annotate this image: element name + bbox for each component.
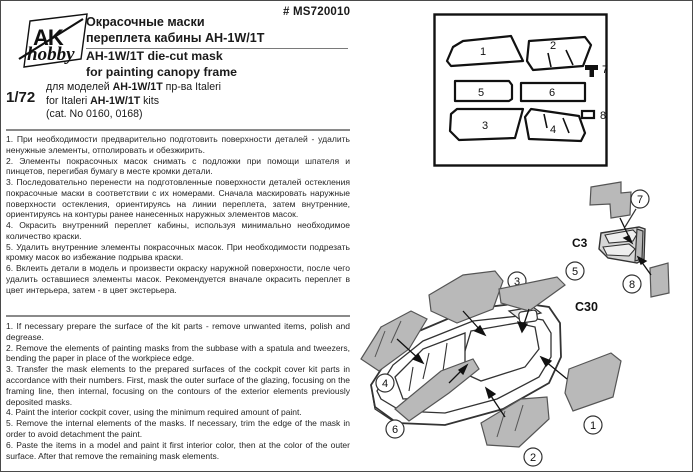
kit-compatibility xyxy=(46,81,346,122)
catalog-number: # MS720010 xyxy=(283,6,351,18)
instruction-ru-6: 6. Вклеить детали в модель и произвести окраску наружной поверхности, после чего удалить оставшиеся элементы масок. Рекомендуется вначале окрасить переплет в цвет интерьера, затем - в цвет экстерьера. xyxy=(6,263,350,295)
header xyxy=(1,1,373,133)
mask-8-loose xyxy=(650,263,669,297)
mask-1-loose xyxy=(565,353,621,411)
title-russian xyxy=(86,15,351,46)
instruction-ru-2: 2. Элементы покрасочных масок снимать с подложки при помощи шпателя и пинцетов, перегибая бумагу в месте кромки детали. xyxy=(6,155,350,177)
assembly-diagram xyxy=(353,171,694,467)
c3-part-side-face xyxy=(635,229,643,261)
instruction-en-6: 6. Paste the items in a model and paint it first interior color, then at the color of the outer surface. After that remove the remaining mask elements. xyxy=(6,439,350,461)
c3-part-label: C3 xyxy=(572,236,588,250)
title-ru-line2: переплета кабины AH-1W/1T xyxy=(86,30,265,45)
callout-2-label: 2 xyxy=(529,452,537,464)
callout-4-label: 4 xyxy=(381,378,389,390)
callout-7-label: 7 xyxy=(636,194,644,206)
mask-part-2-shape xyxy=(527,37,591,70)
c3-assembly-group xyxy=(572,182,669,297)
instruction-en-1: 1. If necessary prepare the surface of the kit parts - remove unwanted items, polish and degrease. xyxy=(6,321,350,342)
svg-text:hobby: hobby xyxy=(27,44,75,65)
mask-label-1: 1 xyxy=(479,46,487,58)
instruction-ru-5: 5. Удалить внутренние элементы покрасочных масок. При необходимости подрезать кромку масок во избежание подрыва краски. xyxy=(6,241,350,263)
mask-label-3: 3 xyxy=(481,120,489,132)
mask-label-2: 2 xyxy=(549,40,557,52)
instructions-english xyxy=(6,321,350,461)
callout-1-label: 1 xyxy=(589,420,597,432)
cat-number-line: (cat. No 0160, 0168) xyxy=(46,108,143,120)
mask-label-8: 8 xyxy=(599,110,607,122)
callout-3-label: 3 xyxy=(513,276,521,288)
mask-label-5: 5 xyxy=(477,87,485,99)
callout-6-label: 6 xyxy=(391,424,399,436)
c30-assembly-group xyxy=(361,262,621,466)
mask-part-8-shape xyxy=(582,111,594,118)
instruction-ru-1: 1. При необходимости предварительно подготовить поверхности деталей - удалить ненужные элементы, отполировать и обезжирить. xyxy=(6,134,350,155)
instruction-en-2: 2. Remove the elements of painting masks from the subbase with a spatula and tweezers, bending the paper in place of the workpiece edge. xyxy=(6,342,350,364)
arrow-8-to-c3 xyxy=(638,257,651,275)
mask-label-7: 7 xyxy=(601,64,609,76)
callout-8-label: 8 xyxy=(628,279,636,291)
title-en-line2: for painting canopy frame xyxy=(86,64,237,79)
title-english xyxy=(86,49,351,80)
callout-5-label: 5 xyxy=(571,266,579,278)
mask-7-loose xyxy=(590,182,631,218)
instruction-en-4: 4. Paint the interior cockpit cover, using the minimum required amount of paint. xyxy=(6,407,302,418)
kits-ru-text: для моделей AH-1W/1T пр-ва Italeri xyxy=(46,81,222,93)
mask-label-4: 4 xyxy=(549,124,557,136)
mask-sheet-diagram xyxy=(433,13,691,168)
title-ru-line1: Окрасочные маски xyxy=(86,15,205,29)
title-en-line1: AH-1W/1T die-cut mask xyxy=(86,49,223,63)
instruction-ru-3: 3. Последовательно перенести на подготовленные поверхности деталей остекления покрасочные маски в соответствии с их номерами. Сначала маскировать наружные поверхности остекления, ориентируясь на линии переплета, затем внутренние, ориентируясь на контуры ранее нанесенных наружных элементов масок. xyxy=(6,177,350,220)
instruction-ru-4: 4. Окрасить внутренний переплет кабины, используя минимально необходимое количество краски. xyxy=(6,220,350,241)
instructions-russian xyxy=(6,134,350,295)
svg-text:AK: AK xyxy=(33,25,63,50)
kits-en-line xyxy=(46,95,346,109)
instruction-en-3: 3. Transfer the mask elements to the prepared surfaces of the cockpit cover kit parts in accordance with their numbers. First, mask the outer surface of the glazing, focusing on the framing line, then internal, focusing on the contours of the exterior elements previously deposited masks. xyxy=(6,364,350,407)
rule-between-languages xyxy=(6,315,350,317)
kits-en-text: for Italeri AH-1W/1T kits xyxy=(46,94,160,107)
scale-label: 1/72 xyxy=(6,89,36,106)
c30-part-label: C30 xyxy=(575,300,598,314)
rule-above-russian xyxy=(6,129,350,131)
instruction-en-5: 5. Remove the internal elements of the masks. If necessary, trim the edge of the mask in order to avoid detachment the paint. xyxy=(6,418,350,439)
ak-hobby-logo xyxy=(13,11,93,73)
kits-ru-line xyxy=(46,81,346,95)
mask-label-6: 6 xyxy=(548,87,556,99)
